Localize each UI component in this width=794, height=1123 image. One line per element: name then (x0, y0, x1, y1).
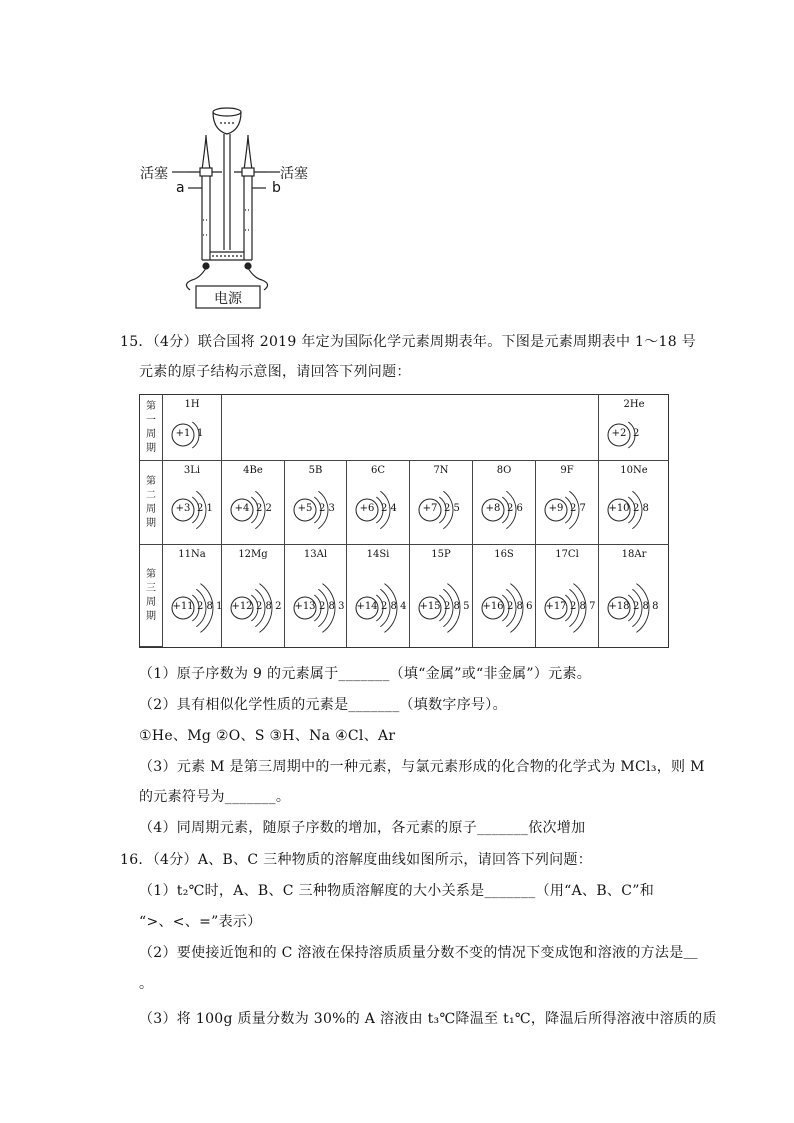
electron-counts: 2 (633, 428, 640, 439)
q16-sub2-line1: （2）要使接近饱和的 C 溶液在保持溶质质量分数不变的情况下变成饱和溶液的方法是＿ (139, 945, 698, 961)
element-name: 15P (431, 549, 451, 560)
power-source-label: 电源 (214, 291, 242, 307)
q15-stem-line1: 15．（4分）联合国将 2019 年定为国际化学元素周期表年。下图是元素周期表中 1～18 号 (120, 334, 696, 350)
electron-counts: 2 7 (570, 503, 586, 514)
q15-options: ①He、Mg ②O、S ③H、Na ④Cl、Ar (139, 728, 396, 744)
element-name: 1H (184, 399, 200, 410)
element-name: 10Ne (620, 465, 648, 476)
nucleus-charge: +11 (172, 601, 194, 612)
element-cell (285, 545, 347, 647)
nucleus-charge: +16 (482, 601, 504, 612)
period-header-char: 三 (146, 582, 156, 594)
element-name: 7N (433, 465, 449, 476)
element-cell (163, 395, 222, 461)
element-cell (163, 461, 222, 545)
electron-counts: 1 (197, 428, 204, 439)
element-cell (222, 545, 285, 647)
element-name: 14Si (366, 549, 390, 560)
period-header (140, 395, 163, 461)
nucleus-charge: +10 (608, 503, 630, 514)
q16-sub3-line1: （3）将 100g 质量分数为 30%的 A 溶液由 t₃℃降温至 t₁℃，降温后所得溶液中溶质的质 (139, 1011, 717, 1027)
period-header-char: 周 (146, 428, 156, 440)
nucleus-charge: +17 (545, 601, 567, 612)
nucleus-charge: +1 (175, 428, 191, 439)
element-name: 12Mg (238, 549, 268, 560)
element-cell (473, 545, 536, 647)
right-stopcock-label: 活塞 (280, 166, 308, 182)
element-cell (599, 545, 669, 647)
period-header-char: 第 (146, 400, 156, 412)
tube-b-label: b (272, 180, 281, 196)
element-cell (599, 395, 669, 461)
element-cell (599, 461, 669, 545)
period-header-char: 期 (146, 442, 156, 454)
element-cell (347, 545, 410, 647)
q15-sub1: （1）原子序数为 9 的元素属于_______（填“金属”或“非金属”）元素。 (139, 666, 592, 682)
element-cell (285, 461, 347, 545)
period-header-char: 第 (146, 568, 156, 580)
electron-counts: 2 5 (444, 503, 460, 514)
nucleus-charge: +14 (356, 601, 378, 612)
electron-counts: 2 1 (197, 503, 213, 514)
element-name: 3Li (183, 465, 201, 476)
period-header-char: 周 (146, 596, 156, 608)
electron-counts: 2 8 7 (570, 601, 596, 612)
q15-stem-line2: 元素的原子结构示意图，请回答下列问题： (139, 364, 411, 380)
element-cell (410, 461, 473, 545)
period-header (140, 461, 163, 545)
empty-block (222, 395, 599, 461)
q16-sub2-line2: 。 (139, 976, 154, 992)
period-header-char: 二 (146, 489, 156, 501)
element-name: 9F (560, 465, 574, 476)
electrolysis-apparatus (130, 100, 330, 320)
electron-counts: 2 2 (256, 503, 272, 514)
q15-sub2: （2）具有相似化学性质的元素是_______（填数字序号）。 (139, 697, 507, 713)
nucleus-charge: +7 (422, 503, 438, 514)
element-name: 2He (623, 399, 645, 410)
q16-sub1-line2: “>、<、=”表示） (139, 914, 262, 930)
electron-counts: 2 3 (319, 503, 335, 514)
element-cell (536, 545, 599, 647)
electron-counts: 2 8 1 (197, 601, 223, 612)
electron-counts: 2 8 4 (381, 601, 407, 612)
period-header (140, 545, 163, 647)
nucleus-charge: +4 (234, 503, 250, 514)
element-cell (222, 461, 285, 545)
electron-counts: 2 8 8 (633, 601, 659, 612)
nucleus-charge: +6 (359, 503, 375, 514)
left-stopcock-label: 活塞 (140, 166, 168, 182)
period-header-char: 周 (146, 503, 156, 515)
electron-counts: 2 8 5 (444, 601, 470, 612)
element-name: 17Cl (555, 549, 579, 560)
electron-counts: 2 4 (381, 503, 397, 514)
element-name: 13Al (303, 549, 328, 560)
electron-counts: 2 8 2 (256, 601, 282, 612)
period-header-char: 期 (146, 517, 156, 529)
q16-sub1-line1: （1）t₂℃时，A、B、C 三种物质溶解度的大小关系是_______（用“A、B、C”和 (139, 883, 654, 899)
period-header-char: 一 (146, 414, 156, 426)
tube-a-label: a (176, 180, 185, 196)
element-name: 18Ar (621, 549, 647, 560)
element-cell (410, 545, 473, 647)
nucleus-charge: +2 (611, 428, 627, 439)
electron-counts: 2 8 6 (507, 601, 533, 612)
q15-sub3-line1: （3）元素 M 是第三周期中的一种元素，与氯元素形成的化合物的化学式为 MCl₃，则 M (139, 759, 705, 775)
period-header-char: 期 (146, 610, 156, 622)
period-header-char: 第 (146, 475, 156, 487)
electron-counts: 2 8 (633, 503, 649, 514)
element-name: 4Be (243, 465, 263, 476)
element-name: 8O (496, 465, 512, 476)
nucleus-charge: +13 (294, 601, 316, 612)
element-cell (163, 545, 222, 647)
nucleus-charge: +15 (419, 601, 441, 612)
element-name: 11Na (178, 549, 206, 560)
element-name: 6C (370, 465, 385, 476)
nucleus-charge: +8 (485, 503, 501, 514)
electrolysis-apparatus-drawing (130, 100, 330, 320)
element-cell (536, 461, 599, 545)
nucleus-charge: +5 (297, 503, 313, 514)
periodic-table (139, 394, 669, 648)
nucleus-charge: +3 (175, 503, 191, 514)
element-cell (347, 461, 410, 545)
nucleus-charge: +18 (608, 601, 630, 612)
electron-counts: 2 6 (507, 503, 523, 514)
q15-sub3-line2: 的元素符号为_______。 (139, 789, 291, 805)
element-name: 5B (308, 465, 323, 476)
q15-sub4: （4）同周期元素，随原子序数的增加，各元素的原子_______依次增加 (139, 820, 586, 836)
element-name: 16S (494, 549, 514, 560)
q16-stem: 16．（4分）A、B、C 三种物质的溶解度曲线如图所示，请回答下列问题： (120, 852, 593, 868)
nucleus-charge: +9 (548, 503, 564, 514)
nucleus-charge: +12 (231, 601, 253, 612)
electron-counts: 2 8 3 (319, 601, 345, 612)
element-cell (473, 461, 536, 545)
